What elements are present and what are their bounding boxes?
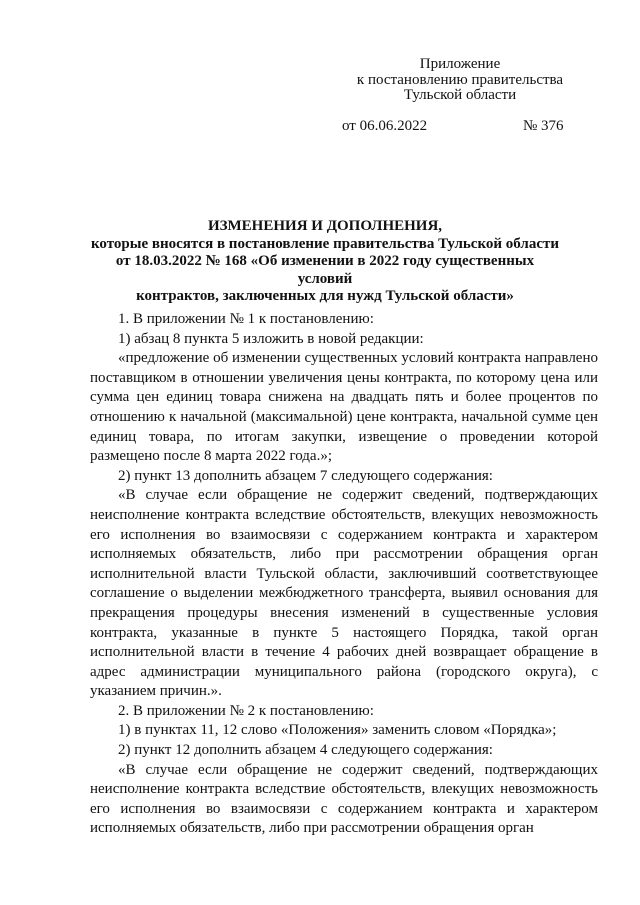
document-body [90, 310, 598, 839]
title-line-1: ИЗМЕНЕНИЯ И ДОПОЛНЕНИЯ, [207, 218, 443, 234]
paragraph-1: 1. В приложении № 1 к постановлению: [118, 311, 374, 327]
paragraph-2: 1) абзац 8 пункта 5 изложить в новой редакции: [118, 330, 424, 347]
appendix-line-2: к постановлению правительства [356, 71, 564, 88]
paragraph-5: «В случае если обращение не содержит сведений, подтверждающих неисполнение контракта вследствие обстоятельств, влекущих невозможность его исполнения во взаимосвязи с содержанием контракта и характером исполняемых обязательств, либо при рассмотрении обращения орган исполнительной власти Тульской области, заключивший соответствующее соглашение о выделении межбюджетного трансферта, выявил основания для прекращения процедуры внесения изменений в существенные условия контракта, указанные в пункте 5 настоящего Порядка, такой орган исполнительной власти в течение 4 рабочих дней возвращает обращение в адрес администрации муниципального района (городского округа), с указанием причин.». [90, 487, 598, 700]
paragraph-9: «В случае если обращение не содержит сведений, подтверждающих неисполнение контракта вследствие обстоятельств, влекущих невозможность его исполнения во взаимосвязи с содержанием контракта и характером исполняемых обязательств, либо при рассмотрении обращения орган [90, 761, 598, 837]
title-line-4: контрактов, заключенных для нужд Тульской области» [136, 288, 514, 304]
paragraph-6: 2. В приложении № 2 к постановлению: [118, 702, 374, 719]
decree-date: от 06.06.2022 [342, 118, 428, 134]
paragraph-3: «предложение об изменении существенных условий контракта направлено поставщиком в отношении увеличения цены контракта, по которому цена или сумма цен единиц товара снижена на двадцать пять и более процентов по отношению к начальной (максимальной) цене контракта, начальной сумме цен единиц товара, по итогам закупки, извещение о проведении которой размещено после 8 марта 2022 года.»; [90, 350, 598, 465]
title-line-2: которые вносятся в постановление правительства Тульской области [90, 235, 560, 252]
paragraph-7: 1) в пунктах 11, 12 слово «Положения» заменить словом «Порядка»; [118, 722, 557, 739]
appendix-header [340, 57, 580, 104]
appendix-line-3: Тульской области [403, 87, 517, 103]
paragraph-4: 2) пункт 13 дополнить абзацем 7 следующего содержания: [118, 467, 493, 484]
document-title [90, 218, 560, 306]
appendix-line-1: Приложение [419, 56, 501, 72]
decree-number: № 376 [523, 118, 564, 134]
paragraph-8: 2) пункт 12 дополнить абзацем 4 следующего содержания: [118, 742, 493, 759]
title-line-3: от 18.03.2022 № 168 «Об изменении в 2022 году существенных условий [115, 253, 535, 287]
